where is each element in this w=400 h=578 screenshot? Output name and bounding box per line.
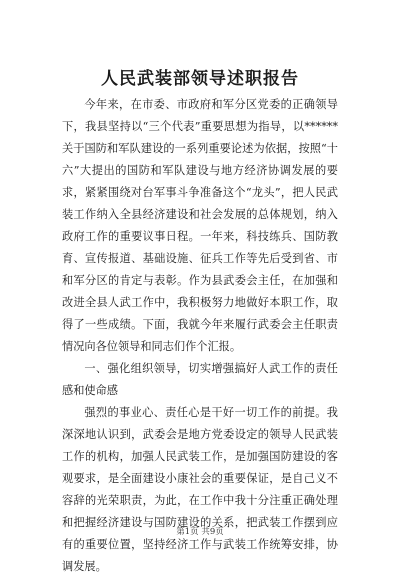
section-heading-1: 一、强化组织领导，切实增强搞好人武工作的责任感和使命感 bbox=[62, 362, 338, 397]
paragraph-intro: 今年来，在市委、市政府和军分区党委的正确领导下，我县坚持以“三个代表”重要思想为指导，以******关于国防和军队建设的一系列重要论述为依据，按照“十六”大提出的国防和军队建设与地方经济协调发展的要求，紧紧围绕对台军事斗争准备这个“龙头”，把人民武装工作纳入全县经济建设和社会发展的总体规划，纳入政府工作的重要议事日程。一年来，科技练兵、国防教育、宣传报道、基础设施、征兵工作等先后受到省、市和军分区的肯定与表彰。作为县武委会主任，在加强和改进全县人武工作中，我积极努力地做好本职工作，取得了一些成绩。下面，我就今年来履行武委会主任职责情况向各位领导和同志们作个汇报。 bbox=[62, 98, 338, 353]
paragraph-section-1: 强烈的事业心、责任心是干好一切工作的前提。我深深地认识到，武委会是地方党委设定的领导人民武装工作的机构，加强人民武装工作，是加强国防建设的客观要求，是全面建设小康社会的重要保证，是自己义不容辞的光荣职责，为此，在工作中我十分注重正确处理和把握经济建设与国防建设的关系，把武装工作摆到应有的重要位置，坚持经济工作与武装工作统筹安排，协调发展。 bbox=[62, 406, 338, 573]
document-body bbox=[62, 94, 338, 578]
document-title: 人民武装部领导述职报告 bbox=[101, 69, 299, 89]
page-number-footer: 第1页 共9页 bbox=[176, 527, 224, 537]
